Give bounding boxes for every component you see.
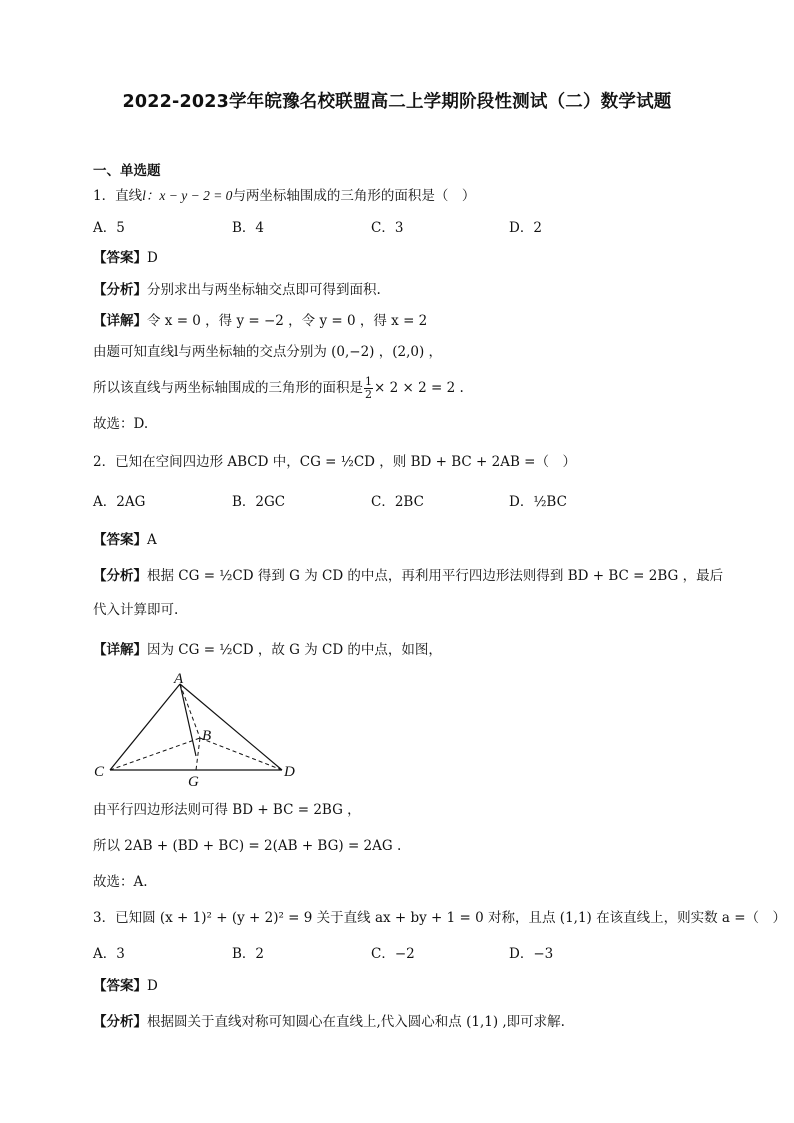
q2-option-d: D．½BC [509,494,567,510]
q1-option-c: C．3 [371,220,404,236]
q2-option-a: A．2AG [93,494,146,510]
label-g: G [188,774,199,790]
q2-detail-2: 由平行四边形法则可得 BD + BC = 2BG ， [93,802,361,818]
q1-detail-2: 由题可知直线l与两坐标轴的交点分别为 (0,−2) ，(2,0) ， [93,344,443,360]
label-c: C [94,764,105,780]
q1-analysis: 【分析】分别求出与两坐标轴交点即可得到面积. [93,282,381,298]
section-heading: 一、单选题 [93,163,161,179]
edge-bd [200,738,282,770]
q1-detail-1: 【详解】令 x = 0 ，得 y = −2 ，令 y = 0 ，得 x = 2 [93,313,428,329]
page-title: 2022-2023学年皖豫名校联盟高二上学期阶段性测试（二）数学试题 [122,92,672,112]
q1-option-a: A．5 [93,220,125,236]
q2-option-c: C．2BC [371,494,424,510]
tetrahedron-figure [88,670,308,790]
q2-analysis-1: 【分析】根据 CG = ½CD 得到 G 为 CD 的中点，再利用平行四边形法则得到 BD + BC = 2BG ，最后 [93,568,724,584]
q1-option-d: D．2 [509,220,542,236]
q1-detail-3: 所以该直线与两坐标轴围成的三角形的面积是 $\frac{1}{2}$ × 2 × 2 = 2 . [93,375,464,401]
edge-ad [180,684,282,770]
q3-analysis: 【分析】根据圆关于直线对称可知圆心在直线上,代入圆心和点 (1,1) ,即可求解. [93,1014,565,1030]
q3-stem: 3．已知圆 (x + 1)² + (y + 2)² = 9 关于直线 ax + by + 1 = 0 对称，且点 (1,1) 在该直线上，则实数 a =（ ） [93,910,787,926]
q3-option-c: C．−2 [371,946,415,962]
label-d: D [284,764,295,780]
q1-conclusion: 故选：D. [93,416,149,432]
q2-option-b: B．2GC [232,494,286,510]
edge-bg [196,738,200,770]
label-a: A [174,671,184,687]
label-b: B [202,728,212,744]
fraction-half: $\frac{1}{2}$ [365,375,372,401]
q1-option-b: B．4 [232,220,265,236]
q2-answer: 【答案】A [93,532,157,548]
q3-option-b: B．2 [232,946,265,962]
q2-detail-1: 【详解】因为 CG = ½CD ，故 G 为 CD 的中点，如图， [93,642,442,658]
q2-detail-3: 所以 2AB + (BD + BC) = 2(AB + BG) = 2AG . [93,838,402,854]
q3-answer: 【答案】D [93,978,158,994]
q1-stem: 1．直线l：x − y − 2 = 0与两坐标轴围成的三角形的面积是（ ） [93,188,476,204]
q1-answer: 【答案】D [93,250,158,266]
q2-analysis-2: 代入计算即可. [93,602,179,618]
q2-stem: 2．已知在空间四边形 ABCD 中，CG = ½CD ，则 BD + BC + 2AB =（ ） [93,454,576,470]
q3-option-d: D．−3 [509,946,554,962]
q3-option-a: A．3 [93,946,125,962]
q2-conclusion: 故选：A. [93,874,148,890]
